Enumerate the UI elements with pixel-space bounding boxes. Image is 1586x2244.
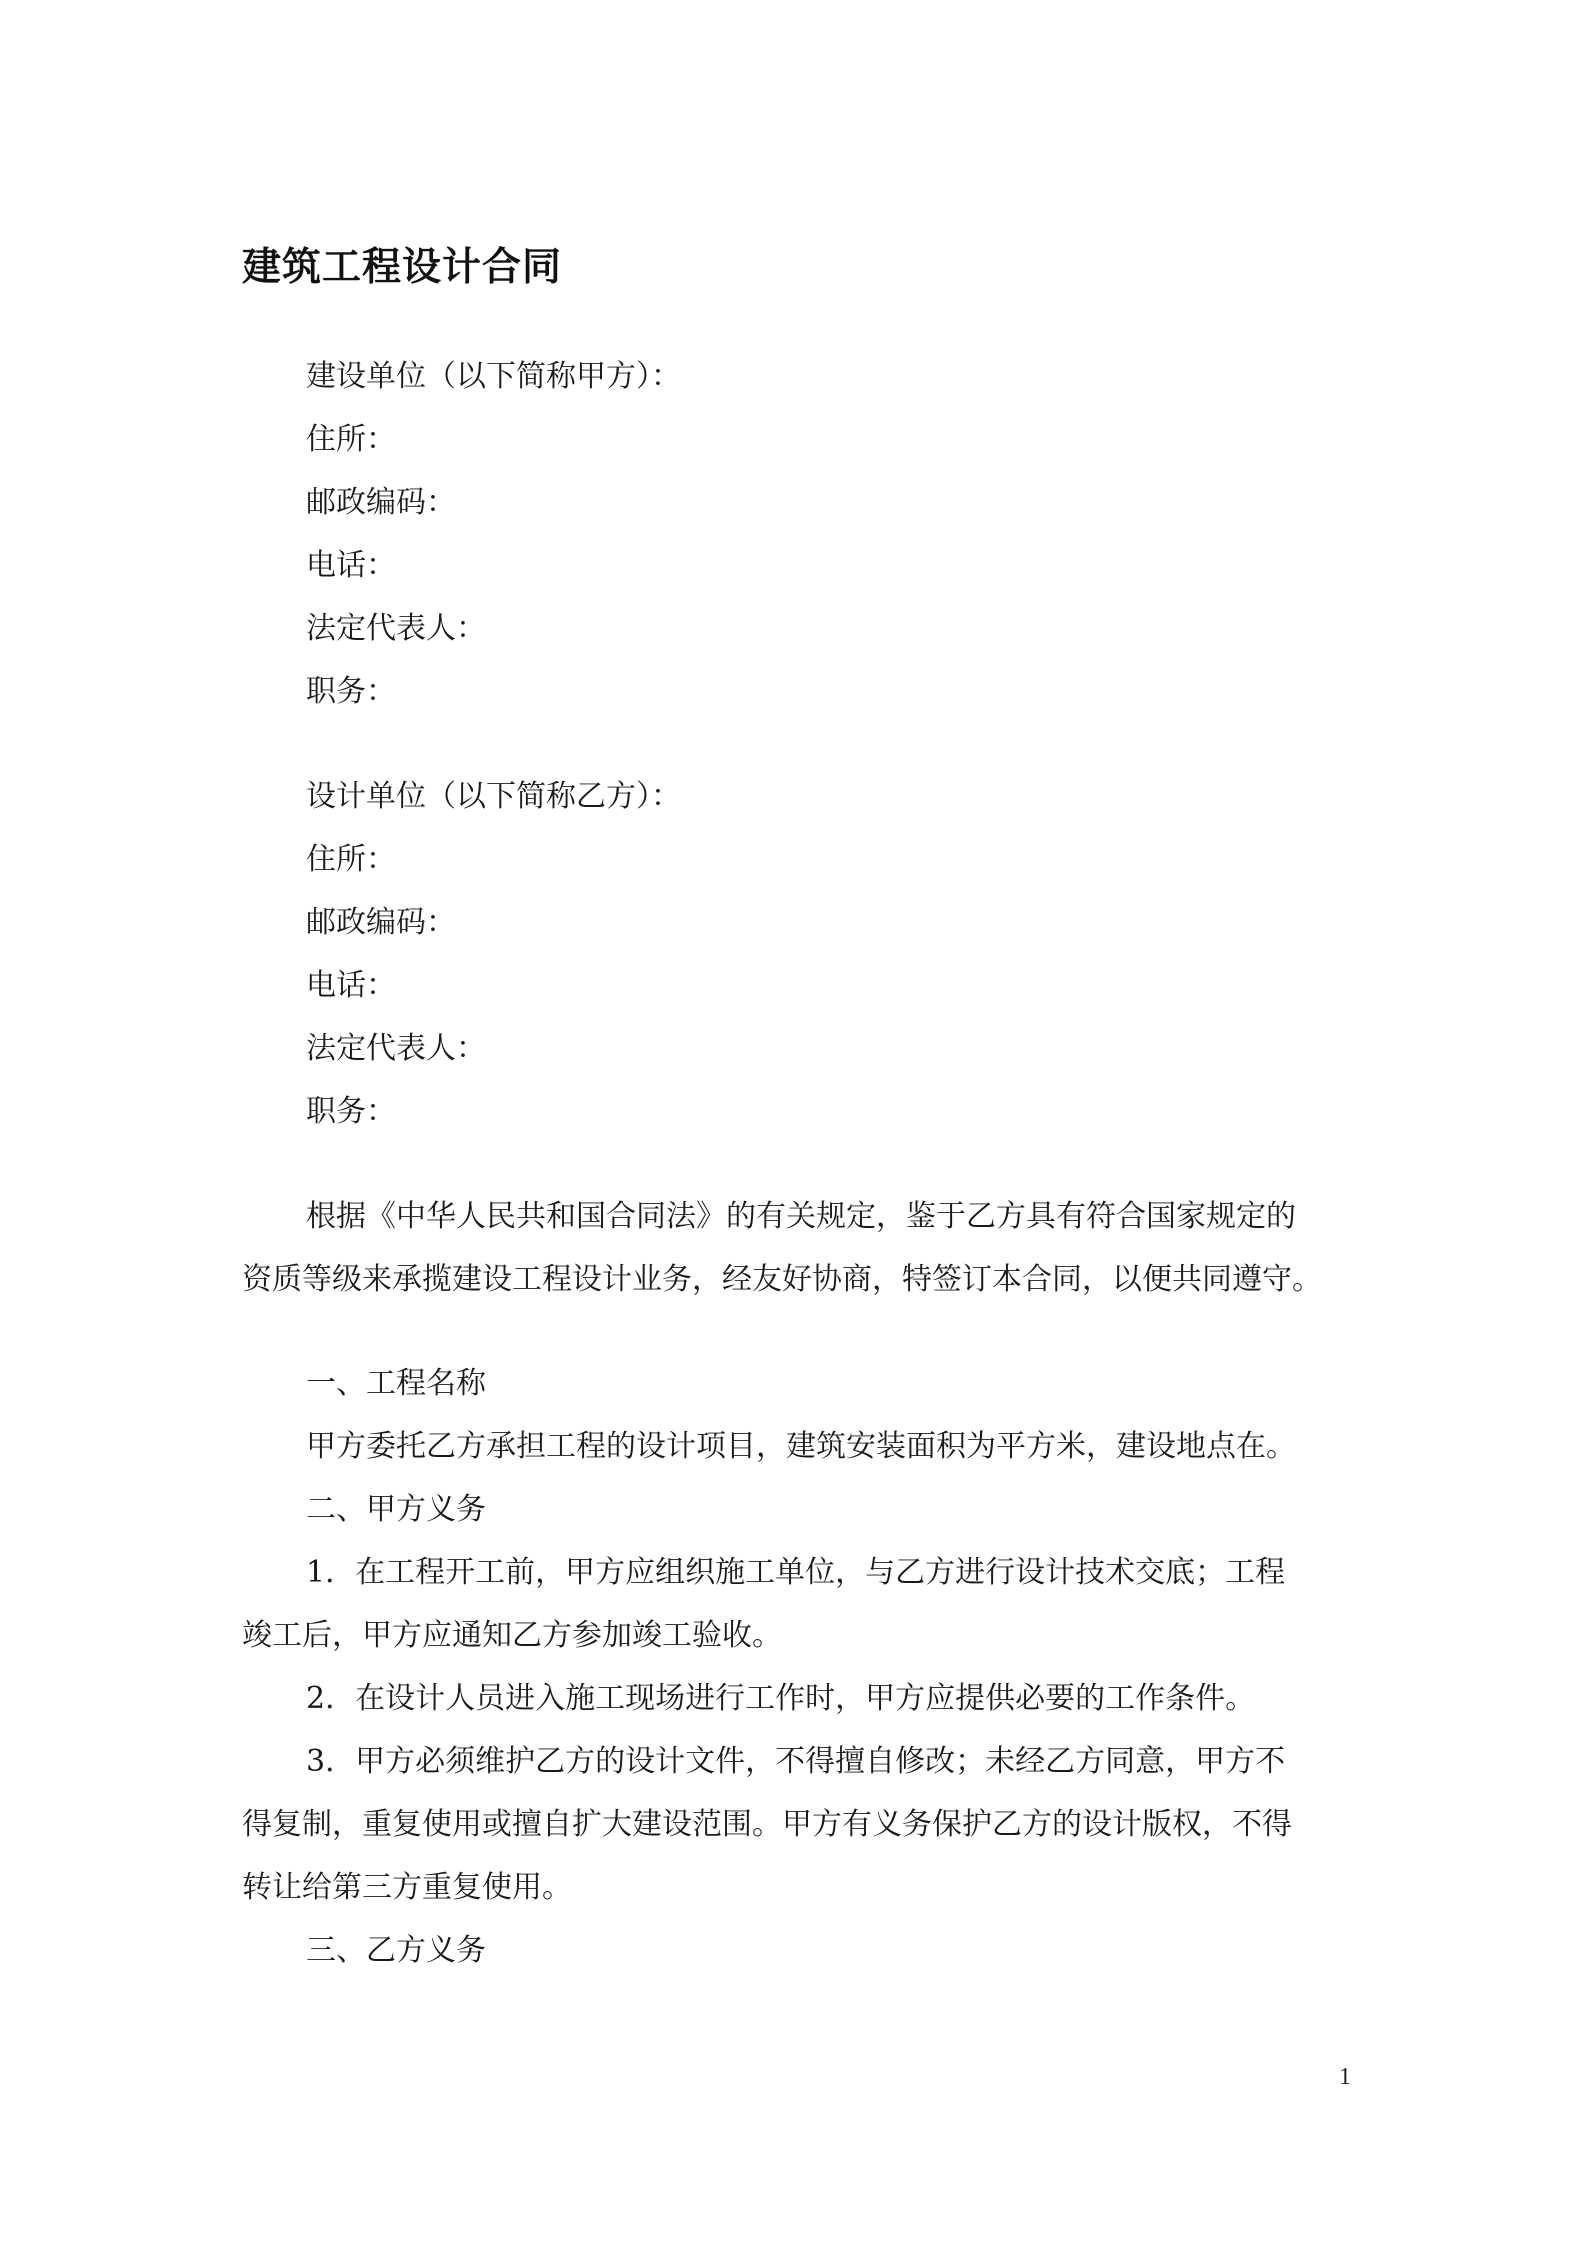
page-number: 1 (1339, 2064, 1351, 2090)
party-a-phone-label: 电话： (306, 548, 396, 583)
party-b-address-label: 住所： (306, 842, 396, 877)
clause-line: 得复制，重复使用或擅自扩大建设范围。甲方有义务保护乙方的设计版权，不得 (242, 1807, 1292, 1842)
clause-line: 2．在设计人员进入施工现场进行工作时，甲方应提供必要的工作条件。 (306, 1681, 1256, 1716)
document-title: 建筑工程设计合同 (242, 245, 563, 290)
clause-line: 转让给第三方重复使用。 (242, 1870, 572, 1905)
party-a-postcode-label: 邮政编码： (306, 485, 456, 520)
party-b-postcode-label: 邮政编码： (306, 905, 456, 940)
party-b-position-label: 职务： (306, 1094, 396, 1129)
section-heading: 二、甲方义务 (306, 1492, 486, 1527)
party-a-legal-rep-label: 法定代表人： (306, 611, 486, 646)
party-a-address-label: 住所： (306, 422, 396, 457)
clause-line: 1．在工程开工前，甲方应组织施工单位，与乙方进行设计技术交底；工程 (306, 1555, 1286, 1590)
party-a-position-label: 职务： (306, 674, 396, 709)
preamble-line: 资质等级来承揽建设工程设计业务，经友好协商，特签订本合同，以便共同遵守。 (242, 1262, 1322, 1297)
party-a-header: 建设单位（以下简称甲方）： (306, 359, 681, 394)
preamble-line: 根据《中华人民共和国合同法》的有关规定，鉴于乙方具有符合国家规定的 (306, 1199, 1296, 1234)
party-b-phone-label: 电话： (306, 968, 396, 1003)
clause-line: 竣工后，甲方应通知乙方参加竣工验收。 (242, 1618, 782, 1653)
party-b-legal-rep-label: 法定代表人： (306, 1031, 486, 1066)
section-text: 甲方委托乙方承担工程的设计项目，建筑安装面积为平方米，建设地点在。 (306, 1429, 1296, 1464)
party-b-header: 设计单位（以下简称乙方）： (306, 779, 681, 814)
clause-line: 3．甲方必须维护乙方的设计文件，不得擅自修改；未经乙方同意，甲方不 (306, 1744, 1286, 1779)
section-heading: 一、工程名称 (306, 1366, 486, 1401)
section-heading: 三、乙方义务 (306, 1933, 486, 1968)
